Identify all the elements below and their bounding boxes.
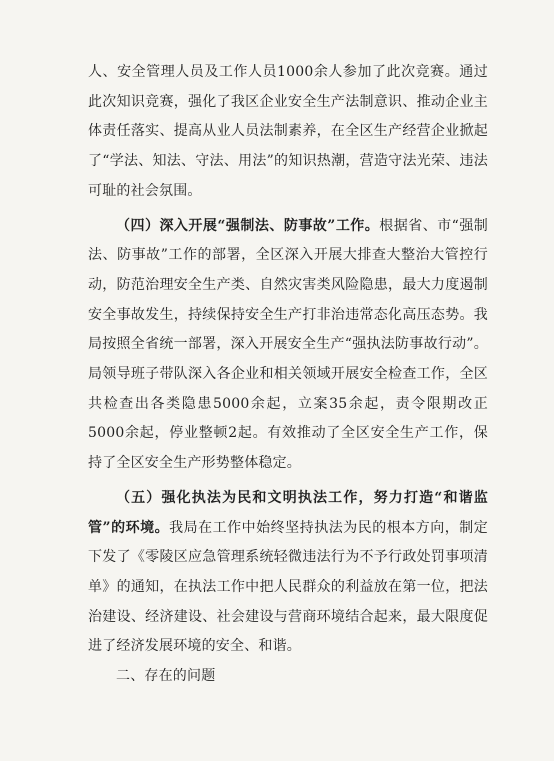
paragraph-text: 根据省、市“强制法、防事故”工作的部署，全区深入开展大排查大整治大管控行动，防范治理安全生产类、自然灾害类风险隐患，最大力度遏制安全事故发生，持续保持安全生产打非治违常态化高压态势。我局按照全省统一部署，深入开展安全生产“强执法防事故行动”。局领导班子带队深入各企业和相关领域开展安全检查工作，全区共检查出各类隐患5000余起，立案35余起，责令限期改正5000余起，停业整顿2起。有效推动了全区安全生产工作，保持了全区安全生产形势整体稳定。 [88,217,488,472]
paragraph-text: 我局在工作中始终坚持执法为民的根本方向，制定下发了《零陵区应急管理系统轻微违法行为不予行政处罚事项清单》的通知，在执法工作中把人民群众的利益放在第一位，把法治建设、经济建设、社会建设与营商环境结合起来，最大限度促进了经济发展环境的安全、和谐。 [88,519,488,655]
section-5-title: （五）强化执法为民和文明执法工作，努力打造“和谐监管”的环境。 [88,489,488,536]
paragraph-section-5 [88,484,488,662]
section-4-title: （四）深入开展“强制法、防事故”工作。 [116,217,380,234]
paragraph-section-4 [88,212,488,479]
paragraph-continuation [88,58,488,207]
paragraph-text: 人、安全管理人员及工作人员1000余人参加了此次竞赛。通过此次知识竞赛，强化了我区企业安全生产法制意识、推动企业主体责任落实、提高从业人员法制素养，在全区生产经营企业掀起了“学法、知法、守法、用法”的知识热潮，营造守法光荣、违法可耻的社会氛围。 [88,64,488,199]
document-body [88,58,488,692]
section-heading-problems: 二、存在的问题 [116,668,216,685]
